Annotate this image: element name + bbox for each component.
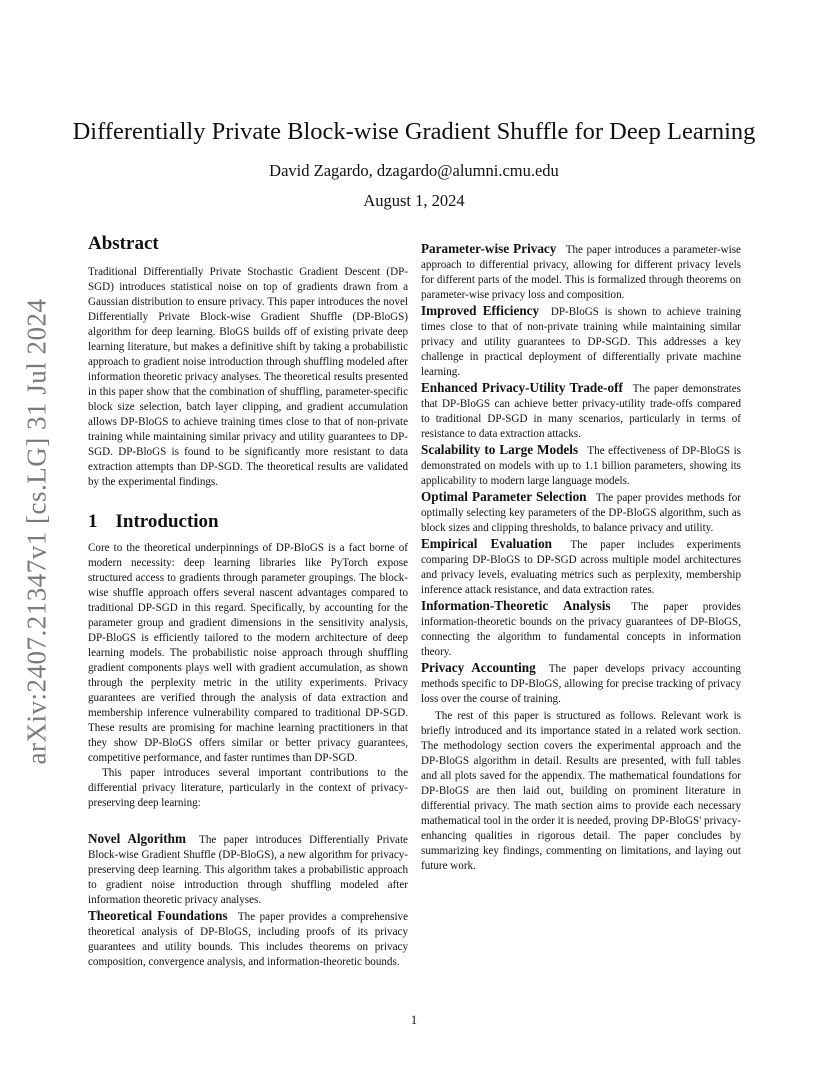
intro-paragraph-1: Core to the theoretical underpinnings of DP-BloGS is a fact borne of modern necessity: deep learning libraries like PyTorch expose structured access to gradients through parameter groupings. The block-wise shuffle approach offers several nascent advantages compared to traditional DP-SGD in this regard. Specifically, by accounting for the parameter group and gradient dimensions in the sensitivity analysis, DP-BloGS is efficiently tailored to the modern architecture of deep learning models. The probabilistic noise approach through shuffling gradient components plays well with gradient accumulation, as shown through the perplexity metric in the utility experiments. Privacy guarantees are verified through the analysis of data extraction and membership inference vulnerability compared to traditional DP-SGD. These results are promising for machine learning practitioners in that they show DP-BloGS offers similar or better privacy guarantees, competitive performance, and faster runtimes than DP-SGD. bbox=[88, 542, 408, 764]
contribution-text: The effectiveness of DP-BloGS is demonstrated on models with up to 1.1 billion parameters, showing its applicability to modern large language models. bbox=[421, 445, 741, 487]
arxiv-id: arXiv:2407.21347v1 [cs.LG] 31 Jul 2024 bbox=[21, 298, 52, 764]
contribution-heading: Improved Efficiency bbox=[421, 303, 540, 318]
page-number: 1 bbox=[410, 1013, 418, 1027]
left-column bbox=[88, 233, 409, 970]
arxiv-watermark bbox=[22, 296, 52, 766]
contribution-text: DP-BloGS is shown to achieve training times close to that of non-private training while maintaining similar privacy and utility guarantees to DP-SGD. This addresses a key challenge in practical deployment of differentially private machine learning. bbox=[421, 306, 742, 378]
contribution-text: The paper demonstrates that DP-BloGS can achieve better privacy-utility trade-offs compared to traditional DP-SGD in many scenarios, particularly in terms of resistance to data extraction attacks. bbox=[421, 383, 742, 440]
contribution-item bbox=[421, 380, 741, 442]
section-number: 1 bbox=[88, 511, 98, 532]
abstract-text: Traditional Differentially Private Stochastic Gradient Descent (DP-SGD) introduces statistical noise on top of gradients drawn from a Gaussian distribution to ensure privacy. This paper introduces the novel Differentially Private Block-wise Gradient Shuffle (DP-BloGS) algorithm for deep learning. BloGS builds off of existing private deep learning literature, but makes a definitive shift by taking a probabilistic approach to gradient noise introduction through shuffling modeled after information theoretic privacy analyses. The theoretical results presented in this paper show that the combination of shuffling, parameter-specific block size selection, batch layer clipping, and gradient accumulation allows DP-BloGS to achieve training times close to that of non-private training while maintaining similar privacy and utility guarantees to DP-SGD. DP-BloGS is found to be significantly more resistant to data extraction attempts than DP-SGD. The theoretical results are validated by the experimental findings. bbox=[88, 266, 408, 488]
paper-date: August 1, 2024 bbox=[363, 191, 465, 210]
contribution-text: The paper provides a comprehensive theoretical analysis of DP-BloGS, including proofs of its privacy guarantees and utility bounds. This includes theorems on privacy composition, convergence analysis, and information-theoretic bounds. bbox=[88, 911, 409, 968]
right-column bbox=[421, 241, 741, 874]
contribution-text: The paper includes experiments comparing DP-BloGS to DP-SGD across multiple model architectures and privacy levels, evaluating metrics such as perplexity, membership inference attack resistance, and data extraction rates. bbox=[421, 539, 741, 596]
contribution-heading: Theoretical Foundations bbox=[88, 908, 228, 923]
contribution-heading: Enhanced Privacy-Utility Trade-off bbox=[421, 380, 623, 395]
contribution-heading: Parameter-wise Privacy bbox=[421, 241, 557, 256]
contribution-heading: Empirical Evaluation bbox=[421, 536, 553, 551]
contribution-heading: Optimal Parameter Selection bbox=[421, 489, 587, 504]
contribution-item bbox=[421, 442, 741, 489]
author-line: David Zagardo, dzagardo@alumni.cmu.edu bbox=[269, 161, 559, 180]
contribution-item bbox=[88, 831, 408, 908]
contribution-text: The paper introduces a parameter-wise approach to differential privacy, allowing for different privacy levels for different parts of the model. This is formalized through theorems on parameter-wise privacy loss and composition. bbox=[421, 244, 741, 301]
closing-paragraph: The rest of this paper is structured as follows. Relevant work is briefly introduced and its importance stated in a related work section. The methodology section covers the experimental approach and the DP-BloGS algorithm in detail. Results are presented, with full tables and all plots saved for the appendix. The mathematical foundations for DP-BloGS are then laid out, building on prominent literature in differential privacy. The math section aims to provide each necessary mathematical tool in the order it is needed, proving DP-BloGS' privacy-enhancing qualities in rigorous detail. The paper concludes by summarizing key findings, commenting on limitations, and laying out future work. bbox=[421, 710, 741, 872]
contribution-item bbox=[421, 303, 741, 380]
contribution-heading: Scalability to Large Models bbox=[421, 442, 579, 457]
contribution-item bbox=[421, 660, 741, 707]
abstract-heading: Abstract bbox=[88, 233, 159, 254]
contribution-item bbox=[421, 598, 741, 660]
contribution-heading: Privacy Accounting bbox=[421, 660, 536, 675]
contribution-text: The paper provides methods for optimally selecting key parameters of the DP-BloGS algorithm, such as block sizes and clipping thresholds, to balance privacy and utility. bbox=[421, 492, 741, 534]
contribution-item bbox=[421, 536, 741, 598]
contribution-heading: Novel Algorithm bbox=[88, 831, 186, 846]
contribution-item bbox=[421, 489, 741, 536]
paper-title: Differentially Private Block-wise Gradient Shuffle for Deep Learning bbox=[72, 118, 756, 145]
contribution-text: The paper develops privacy accounting methods specific to DP-BloGS, allowing for precise tracking of privacy loss over the course of training. bbox=[421, 663, 741, 705]
contribution-text: The paper provides information-theoretic bounds on the privacy guarantees of DP-BloGS, connecting the algorithm to fundamental concepts in information theory. bbox=[421, 601, 742, 658]
section-title: Introduction bbox=[115, 511, 219, 532]
intro-paragraph-2: This paper introduces several important contributions to the differential privacy literature, particularly in the context of privacy-preserving deep learning: bbox=[88, 767, 408, 809]
contribution-item bbox=[421, 241, 741, 303]
contribution-item bbox=[88, 908, 408, 970]
section-heading-introduction bbox=[88, 511, 408, 532]
contribution-text: The paper introduces Differentially Private Block-wise Gradient Shuffle (DP-BloGS), a new algorithm for privacy-preserving deep learning. This algorithm takes a probabilistic approach to gradient noise introduction through shuffling modeled after information theoretic privacy analyses. bbox=[88, 834, 408, 906]
contribution-heading: Information-Theoretic Analysis bbox=[421, 598, 611, 613]
